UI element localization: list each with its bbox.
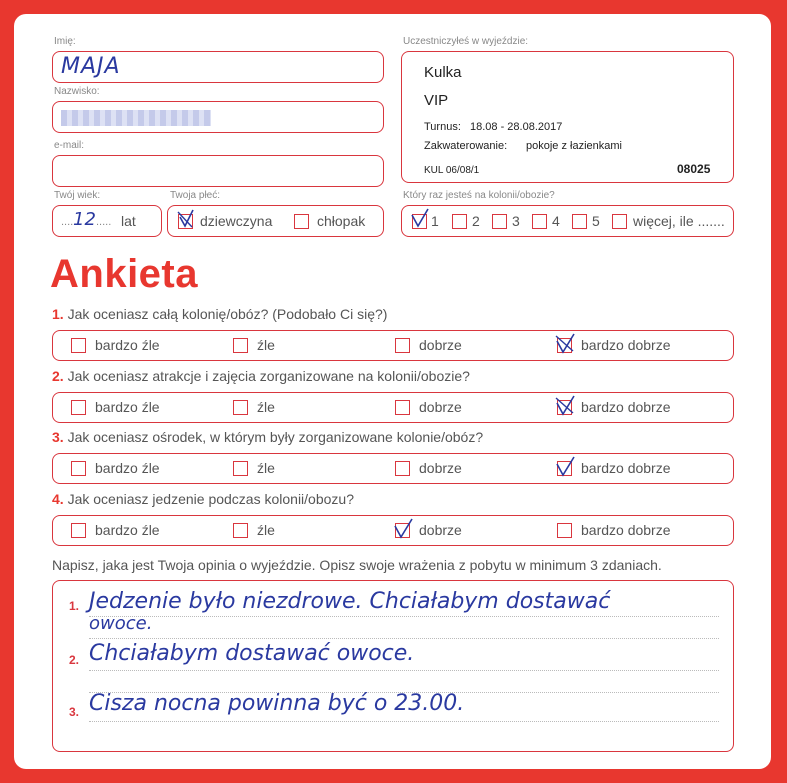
question-2-checkbox-1[interactable]: [71, 400, 86, 415]
raz-option-2: 2: [472, 213, 480, 229]
email-field[interactable]: [52, 155, 384, 187]
question-2-option-4: bardzo dobrze: [581, 398, 671, 415]
check-mark-icon: [392, 517, 414, 539]
raz-option-wiecej: więcej, ile .......: [633, 213, 725, 229]
question-2-checkbox-2[interactable]: [233, 400, 248, 415]
question-1-option-3: dobrze: [419, 337, 462, 353]
check-mark-icon: [175, 208, 197, 230]
question-3-text: [52, 429, 483, 445]
question-4-checkbox-1[interactable]: [71, 523, 86, 538]
raz-checkbox-3[interactable]: [492, 214, 507, 229]
wiek-value: 12: [73, 209, 96, 230]
nazwisko-redacted: [61, 110, 211, 126]
question-2-option-2: źle: [257, 398, 275, 415]
opinion-num-2: 2.: [69, 653, 80, 667]
question-2-number: 2.: [52, 367, 64, 384]
question-1-options: [52, 330, 734, 361]
turnus-value: 18.08 - 28.08.2017: [470, 121, 563, 133]
imie-field[interactable]: [52, 51, 384, 83]
opinion-prompt: Napisz, jaka jest Twoja opinia o wyjeździe. Opisz swoje wrażenia z pobytu w minimum 3 zdaniach.: [52, 557, 662, 573]
question-3-label: Jak oceniasz ośrodek, w którym były zorganizowane kolonie/obóz?: [67, 429, 484, 445]
plec-checkbox-chlopak[interactable]: [294, 214, 309, 229]
nazwisko-field[interactable]: [52, 101, 384, 133]
wiek-label: Twój wiek:: [54, 190, 101, 201]
question-3-option-1: bardzo źle: [95, 460, 160, 476]
raz-checkbox-2[interactable]: [452, 214, 467, 229]
raz-label: Który raz jesteś na kolonii/obozie?: [403, 190, 555, 201]
question-4-checkbox-4[interactable]: [557, 523, 572, 538]
plec-label: Twoja płeć:: [170, 190, 221, 201]
check-mark-icon: [554, 332, 576, 354]
question-4-option-1: bardzo źle: [95, 521, 160, 538]
raz-option-5: 5: [592, 213, 600, 229]
question-3-option-3: dobrze: [419, 460, 462, 476]
raz-checkbox-wiecej[interactable]: [612, 214, 627, 229]
check-mark-icon: [409, 207, 431, 229]
plec-field: [167, 205, 384, 237]
raz-checkbox-5[interactable]: [572, 214, 587, 229]
check-mark-icon: [554, 455, 576, 477]
question-3-options: [52, 453, 734, 484]
question-4-text: [52, 491, 354, 507]
question-1-checkbox-1[interactable]: [71, 338, 86, 353]
imie-label: Imię:: [54, 36, 76, 47]
uczestniczyles-label: Uczestniczyłeś w wyjeździe:: [403, 36, 529, 47]
question-3-number: 3.: [52, 429, 64, 445]
trip-name: Kulka: [424, 64, 462, 81]
trip-code: KUL 06/08/1: [424, 165, 480, 176]
raz-field: [401, 205, 734, 237]
page-title: Ankieta: [50, 252, 198, 296]
question-2-options: [52, 392, 734, 423]
imie-value: MAJA: [61, 54, 121, 79]
zakwaterowanie-value: pokoje z łazienkami: [526, 140, 622, 152]
question-3-option-2: źle: [257, 460, 275, 476]
question-2-checkbox-3[interactable]: [395, 400, 410, 415]
question-4-number: 4.: [52, 490, 64, 507]
question-1-label: Jak oceniasz całą kolonię/obóz? (Podobało Ci się?): [67, 306, 388, 322]
question-2-option-1: bardzo źle: [95, 398, 160, 415]
question-3-option-4: bardzo dobrze: [581, 460, 671, 476]
opinion-line-2: Chciałabym dostawać owoce.: [89, 641, 415, 666]
zakwaterowanie-label: Zakwaterowanie:: [424, 140, 508, 152]
question-4-option-2: źle: [257, 521, 275, 538]
question-1-text: [52, 306, 387, 322]
question-4-checkbox-2[interactable]: [233, 523, 248, 538]
question-4-option-3: dobrze: [419, 521, 462, 538]
question-3-checkbox-2[interactable]: [233, 461, 248, 476]
question-3-checkbox-1[interactable]: [71, 461, 86, 476]
question-3-checkbox-3[interactable]: [395, 461, 410, 476]
raz-checkbox-4[interactable]: [532, 214, 547, 229]
trip-info-box: [401, 51, 734, 183]
survey-sheet: [14, 14, 771, 769]
question-1-option-2: źle: [257, 337, 275, 353]
nazwisko-label: Nazwisko:: [54, 86, 100, 97]
question-1-option-1: bardzo źle: [95, 337, 160, 353]
plec-option-dziewczyna: dziewczyna: [200, 213, 273, 229]
raz-option-1: 1: [431, 213, 439, 229]
question-2-option-3: dobrze: [419, 398, 462, 415]
opinion-line-1a: Jedzenie było niezdrowe. Chciałabym dostawać: [89, 589, 611, 614]
question-2-label: Jak oceniasz atrakcje i zajęcia zorganizowane na kolonii/obozie?: [67, 367, 470, 384]
plec-option-chlopak: chłopak: [317, 213, 366, 229]
question-4-options: [52, 515, 734, 546]
email-label: e-mail:: [54, 140, 85, 151]
turnus-label: Turnus:: [424, 121, 461, 133]
opinion-num-3: 3.: [69, 705, 80, 719]
opinion-box[interactable]: [52, 580, 734, 752]
wiek-unit: lat: [121, 213, 136, 229]
opinion-line-1b: owoce.: [89, 613, 153, 634]
question-4-label: Jak oceniasz jedzenie podczas kolonii/obozu?: [67, 490, 354, 507]
raz-option-3: 3: [512, 213, 520, 229]
question-1-checkbox-3[interactable]: [395, 338, 410, 353]
trip-tier: VIP: [424, 92, 449, 109]
check-mark-icon: [554, 394, 576, 416]
question-4-option-4: bardzo dobrze: [581, 521, 671, 538]
question-1-option-4: bardzo dobrze: [581, 337, 671, 353]
opinion-num-1: 1.: [69, 599, 80, 613]
question-1-checkbox-2[interactable]: [233, 338, 248, 353]
wiek-field[interactable]: ..... 12 ..... lat: [52, 205, 162, 237]
question-1-number: 1.: [52, 306, 64, 322]
opinion-line-3: Cisza nocna powinna być o 23.00.: [89, 691, 465, 716]
raz-option-4: 4: [552, 213, 560, 229]
question-2-text: [52, 368, 470, 384]
trip-number: 08025: [677, 162, 711, 176]
